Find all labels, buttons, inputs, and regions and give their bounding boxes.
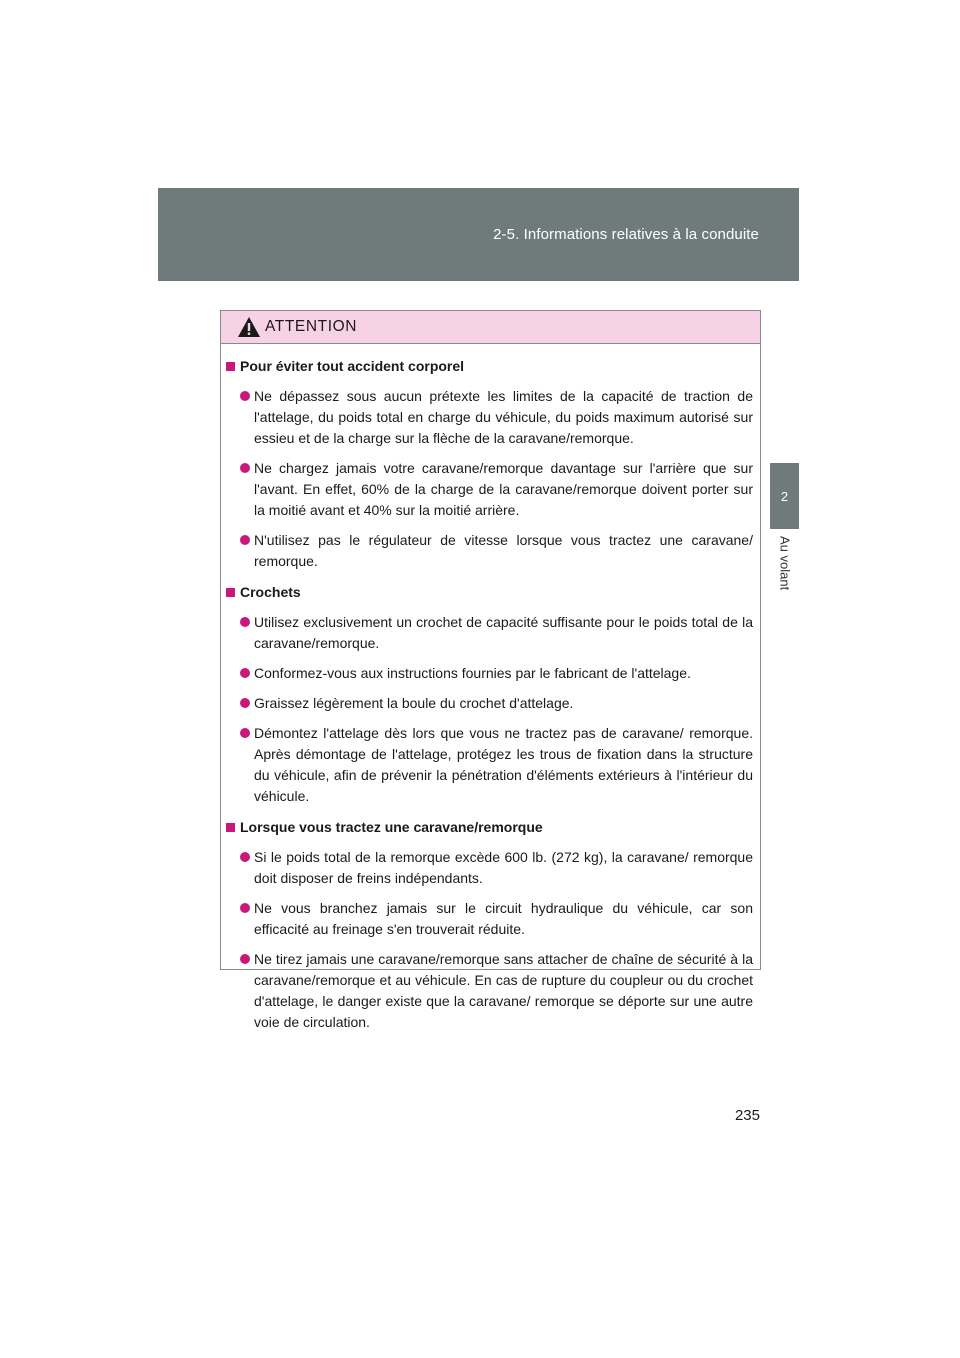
round-bullet-icon	[240, 463, 250, 473]
chapter-tab	[770, 463, 799, 529]
section-heading	[226, 816, 753, 838]
list-item	[226, 663, 753, 684]
list-item-text: Ne dépassez sous aucun prétexte les limites de la capacité de traction de l'attelage, du poids total en charge du véhicule, du poids maximum autorisé sur essieu et de la charge sur la flèche de la caravane/remorque.	[254, 388, 753, 446]
round-bullet-icon	[240, 852, 250, 862]
warning-header	[221, 311, 760, 344]
section-hitches	[226, 581, 753, 807]
list-item	[226, 847, 753, 889]
chapter-number: 2	[780, 488, 789, 504]
section-header-band	[158, 188, 799, 281]
chapter-label: Au volant	[777, 536, 793, 591]
list-item-text: Démontez l'attelage dès lors que vous ne tractez pas de caravane/ remorque. Après démontage de l'attelage, protégez les trous de fixation dans la structure du véhicule, afin de prévenir la pénétration d'éléments extérieurs à l'intérieur du véhicule.	[254, 725, 753, 804]
section-title: 2-5. Informations relatives à la conduite	[493, 226, 759, 243]
list-item-text: Ne chargez jamais votre caravane/remorque davantage sur l'arrière que sur l'avant. En effet, 60% de la charge de la caravane/remorque doivent porter sur la moitié avant et 40% sur la moitié arrière.	[254, 460, 753, 518]
list-item-text: Ne vous branchez jamais sur le circuit hydraulique du véhicule, car son efficacité au freinage s'en trouverait réduite.	[254, 900, 753, 937]
list-item	[226, 458, 753, 521]
list-item	[226, 898, 753, 940]
list-item-text: Ne tirez jamais une caravane/remorque sans attacher de chaîne de sécurité à la caravane/remorque et au véhicule. En cas de rupture du coupleur ou du crochet d'attelage, le danger existe que la caravane/ remorque se déporte sur une autre voie de circulation.	[254, 951, 753, 1030]
list-item	[226, 949, 753, 1033]
section-heading	[226, 581, 753, 603]
list-item	[226, 693, 753, 714]
round-bullet-icon	[240, 903, 250, 913]
warning-triangle-icon	[237, 316, 261, 338]
list-item	[226, 723, 753, 807]
section-heading-text: Lorsque vous tractez une caravane/remorque	[240, 819, 543, 835]
page-number: 235	[734, 1107, 760, 1124]
square-bullet-icon	[226, 823, 235, 832]
list-item-text: Conformez-vous aux instructions fournies par le fabricant de l'attelage.	[254, 665, 691, 681]
warning-title: ATTENTION	[265, 318, 358, 335]
section-heading-text: Pour éviter tout accident corporel	[240, 358, 465, 374]
list-item	[226, 530, 753, 572]
list-item-text: Si le poids total de la remorque excède 600 lb. (272 kg), la caravane/ remorque doit disposer de freins indépendants.	[254, 849, 753, 886]
list-item-text: N'utilisez pas le régulateur de vitesse lorsque vous tractez une caravane/ remorque.	[254, 532, 753, 569]
list-item	[226, 612, 753, 654]
round-bullet-icon	[240, 728, 250, 738]
list-item-text: Utilisez exclusivement un crochet de capacité suffisante pour le poids total de la caravane/remorque.	[254, 614, 753, 651]
section-towing	[226, 816, 753, 1033]
round-bullet-icon	[240, 698, 250, 708]
round-bullet-icon	[240, 391, 250, 401]
warning-body	[221, 344, 760, 1033]
section-heading-text: Crochets	[240, 584, 301, 600]
list-item	[226, 386, 753, 449]
section-heading	[226, 355, 753, 377]
section-injury	[226, 355, 753, 572]
round-bullet-icon	[240, 954, 250, 964]
round-bullet-icon	[240, 617, 250, 627]
warning-box	[220, 310, 761, 1030]
round-bullet-icon	[240, 535, 250, 545]
square-bullet-icon	[226, 588, 235, 597]
round-bullet-icon	[240, 668, 250, 678]
square-bullet-icon	[226, 362, 235, 371]
list-item-text: Graissez légèrement la boule du crochet d'attelage.	[254, 695, 574, 711]
